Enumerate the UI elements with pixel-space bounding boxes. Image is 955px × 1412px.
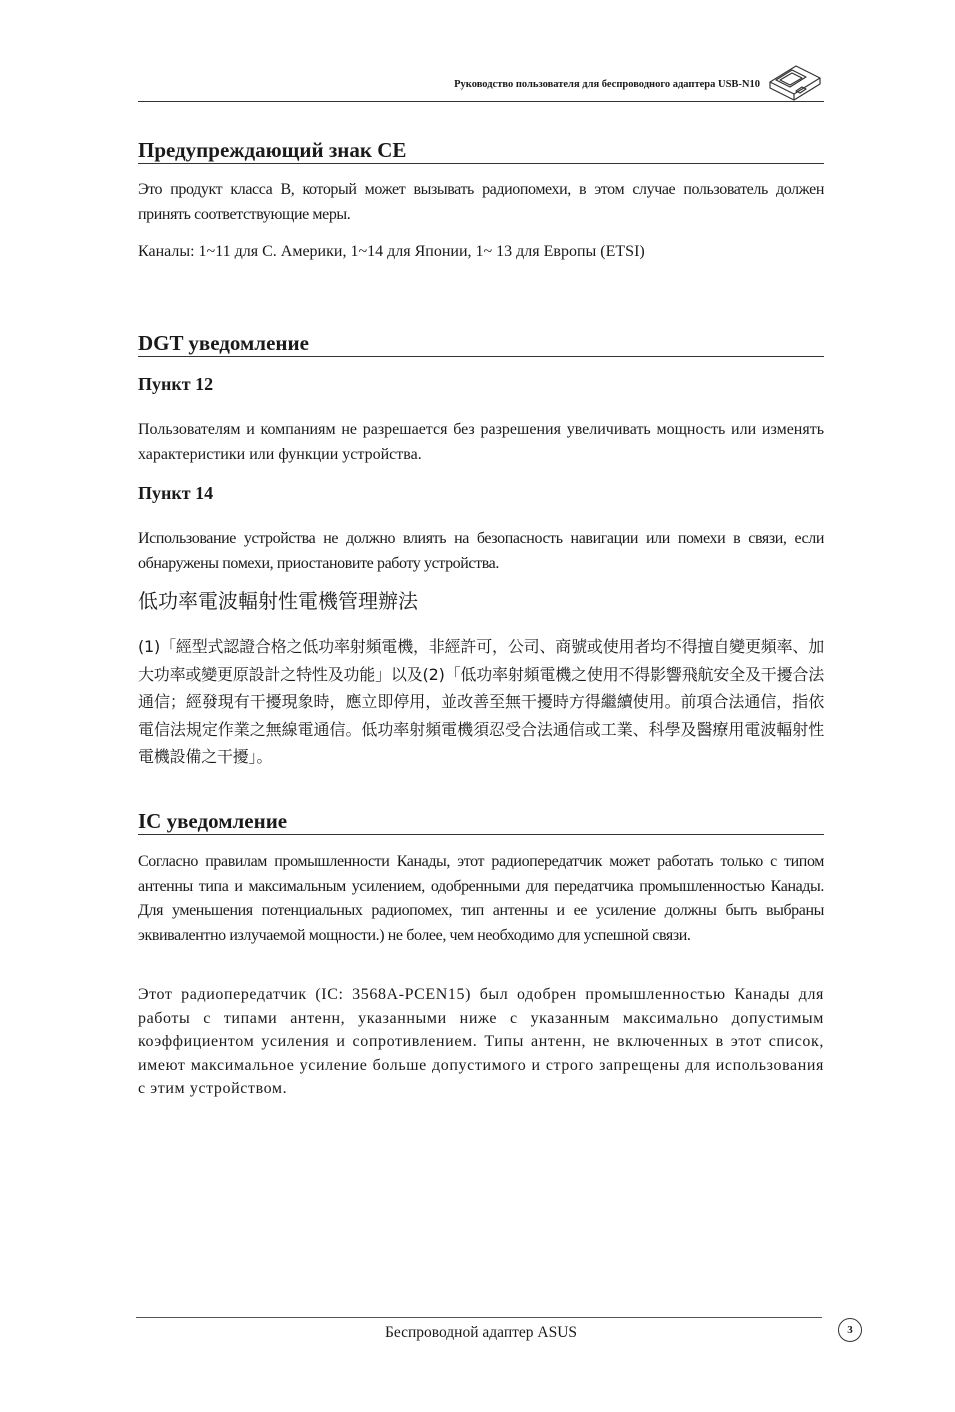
- ic-paragraph-1: Согласно правилам промышленности Канады, этот радиопередатчик может работать только с типом антенны типа и максимальным усилением, одобренными для передатчика промышленностью Канады. Для уменьшения потенциальных радиопомех, тип антенны и ее усиление должны быть выбраны эквивалентно излучаемой мощности.) не более, чем необходимо для успешной связи.: [138, 853, 824, 944]
- page-number: 3: [838, 1318, 862, 1342]
- item-12-title: Пункт 12: [138, 374, 214, 394]
- ce-channels: Каналы: 1~11 для С. Америки, 1~14 для Японии, 1~ 13 для Европы (ETSI): [138, 243, 645, 260]
- ic-paragraph-2: Этот радиопередатчик (IC: 3568A-PCEN15) был одобрен промышленностью Канады для работы с типами антенн, указанными ниже с указанным максимально допустимым коэффициентом усиления и сопротивлением. Типы антенн, не включенных в этот список, имеют максимальное усиление больше допустимого и строго запрещены для использования с этим устройством.: [138, 986, 824, 1097]
- zh-regulation-heading: 低功率電波輻射性電機管理辦法: [138, 589, 418, 613]
- dgt-heading: DGT уведомление: [138, 331, 824, 357]
- item-12-text: Пользователям и компаниям не разрешается без разрешения увеличивать мощность или изменять характеристики или функции устройства.: [138, 421, 824, 463]
- header-divider: [138, 101, 824, 102]
- item-14-text: Использование устройства не должно влиять на безопасность навигации или помехи в связи, если обнаружены помехи, приостановите работу устройства.: [138, 530, 824, 572]
- zh-regulation-text: (1)「經型式認證合格之低功率射頻電機，非經許可，公司、商號或使用者均不得擅自變更頻率、加大功率或變更原設計之特性及功能」以及(2)「低功率射頻電機之使用不得影響飛航安全及干擾合法通信；經發現有干擾現象時，應立即停用，並改善至無干擾時方得繼續使用。前項合法通信，指依電信法規定作業之無線電通信。低功率射頻電機須忍受合法通信或工業、科學及醫療用電波輻射性電機設備之干擾」。: [138, 637, 824, 766]
- footer-text: Беспроводной адаптер ASUS: [384, 1324, 578, 1341]
- footer-divider: [136, 1317, 822, 1318]
- running-header: Руководство пользователя для беспроводного адаптера USB-N10: [454, 79, 760, 90]
- ce-heading: Предупреждающий знак CE: [138, 138, 824, 164]
- item-14-title: Пункт 14: [138, 483, 214, 503]
- ce-paragraph: Это продукт класса B, который может вызывать радиопомехи, в этом случае пользователь должен принять соответствующие меры.: [138, 181, 824, 223]
- ic-heading: IC уведомление: [138, 809, 824, 835]
